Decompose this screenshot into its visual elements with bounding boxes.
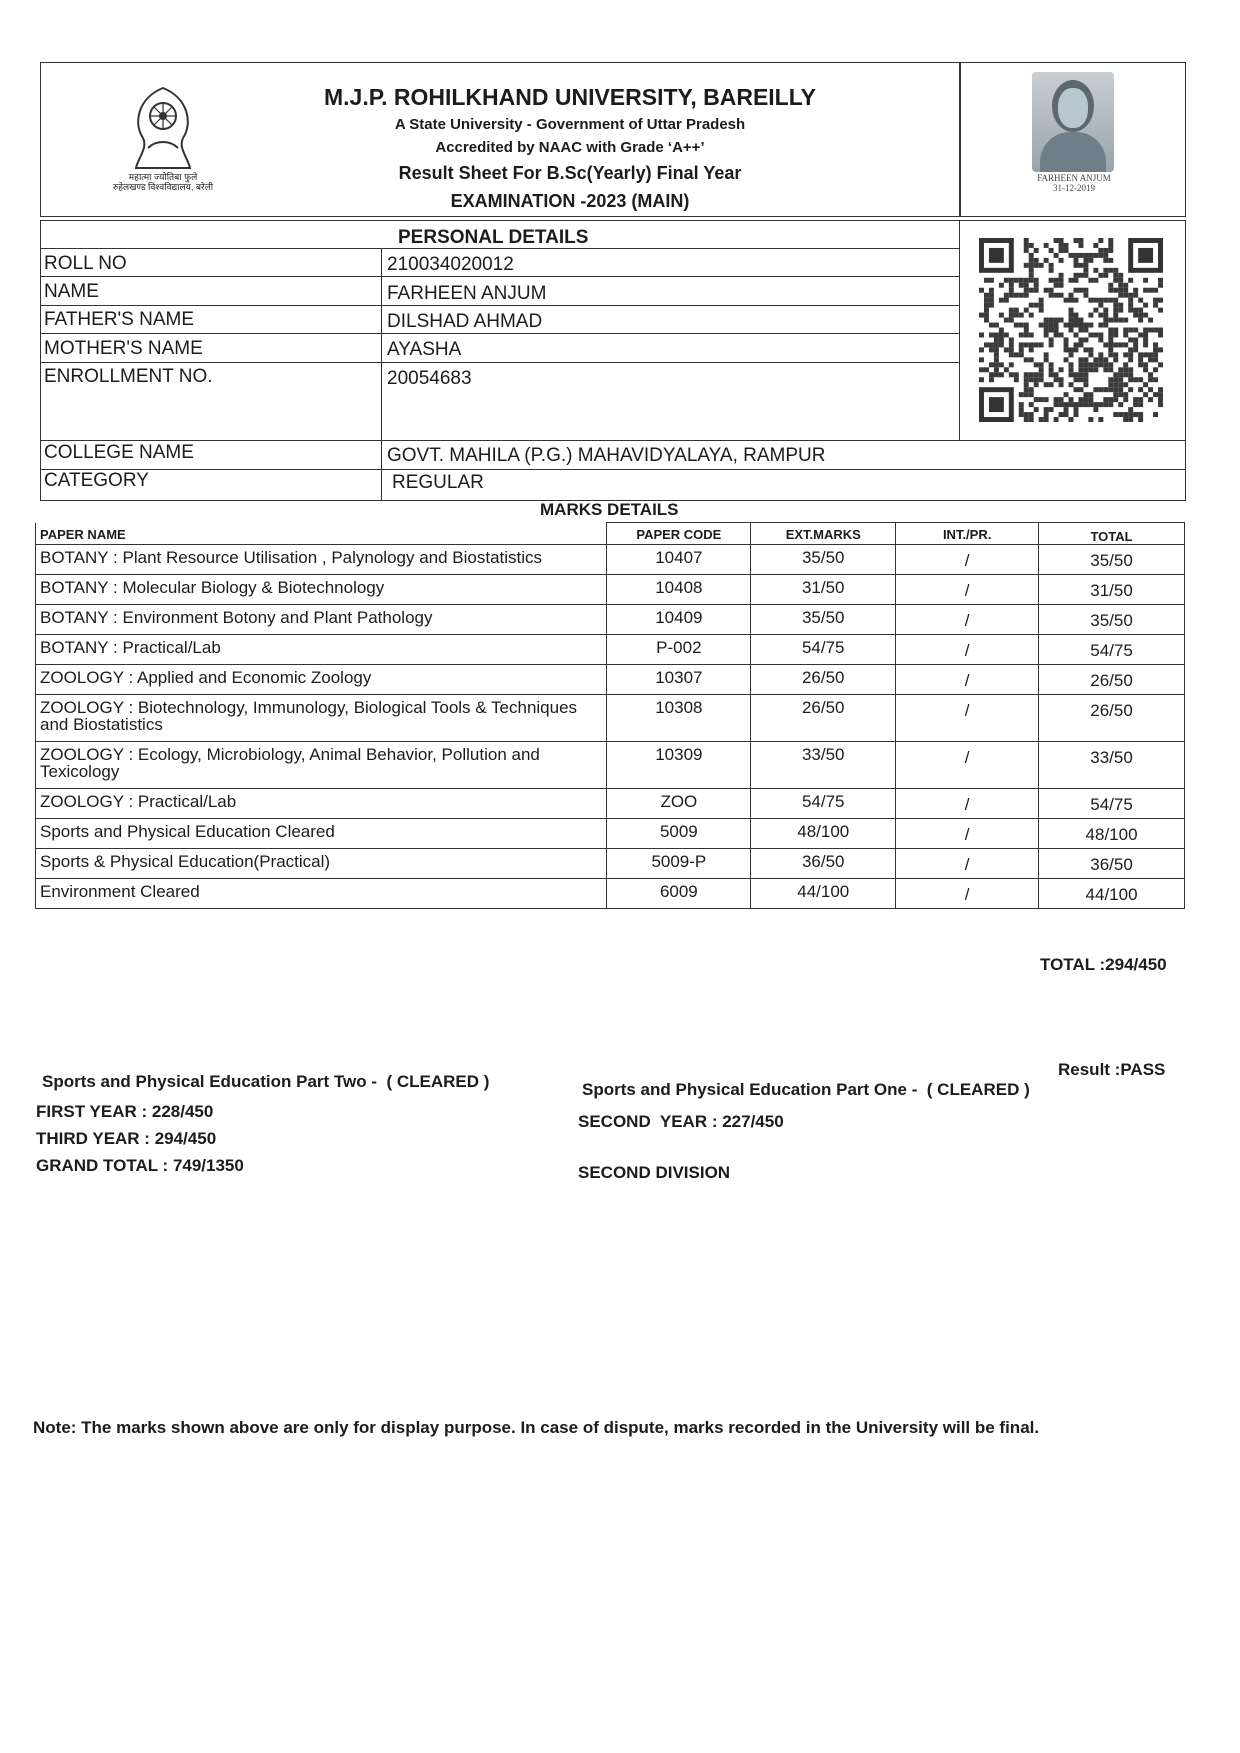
total-cell: 36/50	[1039, 849, 1185, 879]
ext-marks-cell: 36/50	[751, 849, 896, 879]
total-cell: 48/100	[1039, 819, 1185, 849]
int-pr-cell: /	[896, 575, 1039, 605]
paper-code-cell: 10407	[607, 545, 751, 575]
divider	[381, 248, 382, 501]
university-subtitle: A State University - Government of Uttar Pradesh	[394, 116, 746, 133]
int-pr-cell: /	[896, 665, 1039, 695]
college-name-label: COLLEGE NAME	[44, 442, 194, 463]
paper-code-cell: 10309	[607, 742, 751, 789]
divider	[40, 333, 960, 334]
total-cell: 31/50	[1039, 575, 1185, 605]
table-row	[36, 545, 1185, 575]
col-header-total: TOTAL	[1039, 523, 1185, 545]
divider	[40, 362, 960, 363]
total-cell: 35/50	[1039, 545, 1185, 575]
division: SECOND DIVISION	[578, 1163, 731, 1182]
logo-caption	[88, 172, 238, 192]
table-row	[36, 849, 1185, 879]
photo-caption-name: FARHEEN ANJUM	[1037, 173, 1111, 183]
ext-marks-cell: 26/50	[751, 695, 896, 742]
table-row	[36, 695, 1185, 742]
table-row	[36, 819, 1185, 849]
int-pr-cell: /	[896, 819, 1039, 849]
paper-name-cell: ZOOLOGY : Applied and Economic Zoology	[36, 665, 607, 695]
first-year-marks: FIRST YEAR : 228/450	[36, 1102, 214, 1121]
category-value: REGULAR	[392, 472, 484, 493]
paper-code-cell: ZOO	[607, 789, 751, 819]
roll-no-label: ROLL NO	[44, 253, 127, 274]
table-row	[36, 635, 1185, 665]
int-pr-cell: /	[896, 742, 1039, 789]
accreditation-text: Accredited by NAAC with Grade ‘A++’	[435, 139, 705, 156]
ext-marks-cell: 26/50	[751, 665, 896, 695]
student-photo	[1032, 72, 1114, 172]
father-name-value: DILSHAD AHMAD	[387, 311, 543, 332]
table-row	[36, 742, 1185, 789]
marks-details-heading: MARKS DETAILS	[540, 500, 679, 519]
third-year-marks: THIRD YEAR : 294/450	[36, 1129, 217, 1148]
paper-name-cell: Environment Cleared	[36, 879, 607, 909]
ext-marks-cell: 35/50	[751, 545, 896, 575]
paper-name-cell: ZOOLOGY : Practical/Lab	[36, 789, 607, 819]
ext-marks-cell: 44/100	[751, 879, 896, 909]
total-cell: 35/50	[1039, 605, 1185, 635]
ext-marks-cell: 54/75	[751, 635, 896, 665]
grand-total-marks: GRAND TOTAL : 749/1350	[36, 1156, 244, 1175]
total-cell: 44/100	[1039, 879, 1185, 909]
university-name: M.J.P. ROHILKHAND UNIVERSITY, BAREILLY	[323, 84, 817, 110]
paper-name-cell: ZOOLOGY : Ecology, Microbiology, Animal Behavior, Pollution and Texicology	[36, 742, 607, 789]
paper-name-cell: BOTANY : Environment Botony and Plant Pathology	[36, 605, 607, 635]
table-row	[36, 879, 1185, 909]
col-header-paper-code: PAPER CODE	[607, 523, 751, 545]
college-name-value: GOVT. MAHILA (P.G.) MAHAVIDYALAYA, RAMPUR	[387, 445, 826, 466]
paper-name-cell: BOTANY : Molecular Biology & Biotechnology	[36, 575, 607, 605]
name-label: NAME	[44, 281, 99, 302]
result-status: Result :PASS	[1058, 1060, 1166, 1079]
paper-code-cell: 6009	[607, 879, 751, 909]
ext-marks-cell: 31/50	[751, 575, 896, 605]
category-label: CATEGORY	[44, 470, 149, 491]
col-header-paper-name: PAPER NAME	[36, 523, 607, 545]
name-value: FARHEEN ANJUM	[387, 283, 547, 304]
paper-name-cell: Sports & Physical Education(Practical)	[36, 849, 607, 879]
paper-code-cell: 10408	[607, 575, 751, 605]
divider	[40, 305, 960, 306]
logo-caption-line-1: महात्मा ज्योतिबा फुले	[128, 172, 198, 182]
int-pr-cell: /	[896, 879, 1039, 909]
int-pr-cell: /	[896, 545, 1039, 575]
father-name-label: FATHER'S NAME	[44, 309, 195, 330]
second-year-marks: SECOND YEAR : 227/450	[578, 1112, 784, 1131]
paper-code-cell: 5009-P	[607, 849, 751, 879]
total-cell: 54/75	[1039, 635, 1185, 665]
header-text	[260, 80, 880, 220]
photo-caption-date: 31-12-2019	[1053, 183, 1095, 193]
paper-name-cell: Sports and Physical Education Cleared	[36, 819, 607, 849]
paper-code-cell: 10307	[607, 665, 751, 695]
paper-code-cell: 10409	[607, 605, 751, 635]
int-pr-cell: /	[896, 605, 1039, 635]
university-logo	[118, 78, 208, 178]
mother-name-value: AYASHA	[387, 339, 462, 360]
photo-caption	[1000, 173, 1148, 193]
table-row	[36, 605, 1185, 635]
divider	[40, 440, 1186, 441]
paper-name-cell: BOTANY : Practical/Lab	[36, 635, 607, 665]
divider	[40, 276, 960, 277]
total-cell: 33/50	[1039, 742, 1185, 789]
roll-no-value: 210034020012	[387, 254, 514, 275]
ext-marks-cell: 33/50	[751, 742, 896, 789]
table-row	[36, 575, 1185, 605]
ext-marks-cell: 54/75	[751, 789, 896, 819]
personal-details-heading: PERSONAL DETAILS	[398, 227, 589, 248]
table-row	[36, 789, 1185, 819]
divider	[40, 469, 1186, 470]
qr-code	[979, 238, 1163, 422]
mother-name-label: MOTHER'S NAME	[44, 338, 203, 359]
int-pr-cell: /	[896, 849, 1039, 879]
int-pr-cell: /	[896, 635, 1039, 665]
total-cell: 54/75	[1039, 789, 1185, 819]
ext-marks-cell: 35/50	[751, 605, 896, 635]
table-row	[36, 665, 1185, 695]
total-cell: 26/50	[1039, 695, 1185, 742]
col-header-ext-marks: EXT.MARKS	[751, 523, 896, 545]
disclaimer-note: Note: The marks shown above are only for display purpose. In case of dispute, marks recorded in the University will be final.	[33, 1418, 1040, 1437]
total-cell: 26/50	[1039, 665, 1185, 695]
col-header-int-pr: INT./PR.	[896, 523, 1039, 545]
paper-code-cell: 5009	[607, 819, 751, 849]
enrollment-label: ENROLLMENT NO.	[44, 366, 213, 387]
total-marks: TOTAL :294/450	[1040, 955, 1167, 974]
enrollment-value: 20054683	[387, 368, 472, 389]
marks-header-row	[36, 523, 1185, 545]
sports-part-two: Sports and Physical Education Part Two - ( CLEARED )	[42, 1072, 490, 1091]
paper-name-cell: ZOOLOGY : Biotechnology, Immunology, Biological Tools & Techniques and Biostatistics	[36, 695, 607, 742]
int-pr-cell: /	[896, 789, 1039, 819]
paper-code-cell: 10308	[607, 695, 751, 742]
sports-part-one: Sports and Physical Education Part One - ( CLEARED )	[582, 1080, 1030, 1099]
paper-name-cell: BOTANY : Plant Resource Utilisation , Palynology and Biostatistics	[36, 545, 607, 575]
logo-caption-line-2: रुहेलखण्ड विश्वविद्यालय, बरेली	[112, 182, 214, 192]
examination-title: EXAMINATION -2023 (MAIN)	[450, 191, 690, 211]
paper-code-cell: P-002	[607, 635, 751, 665]
result-sheet-title: Result Sheet For B.Sc(Yearly) Final Year	[398, 163, 742, 183]
ext-marks-cell: 48/100	[751, 819, 896, 849]
int-pr-cell: /	[896, 695, 1039, 742]
divider	[40, 248, 960, 249]
marks-table	[35, 522, 1185, 909]
